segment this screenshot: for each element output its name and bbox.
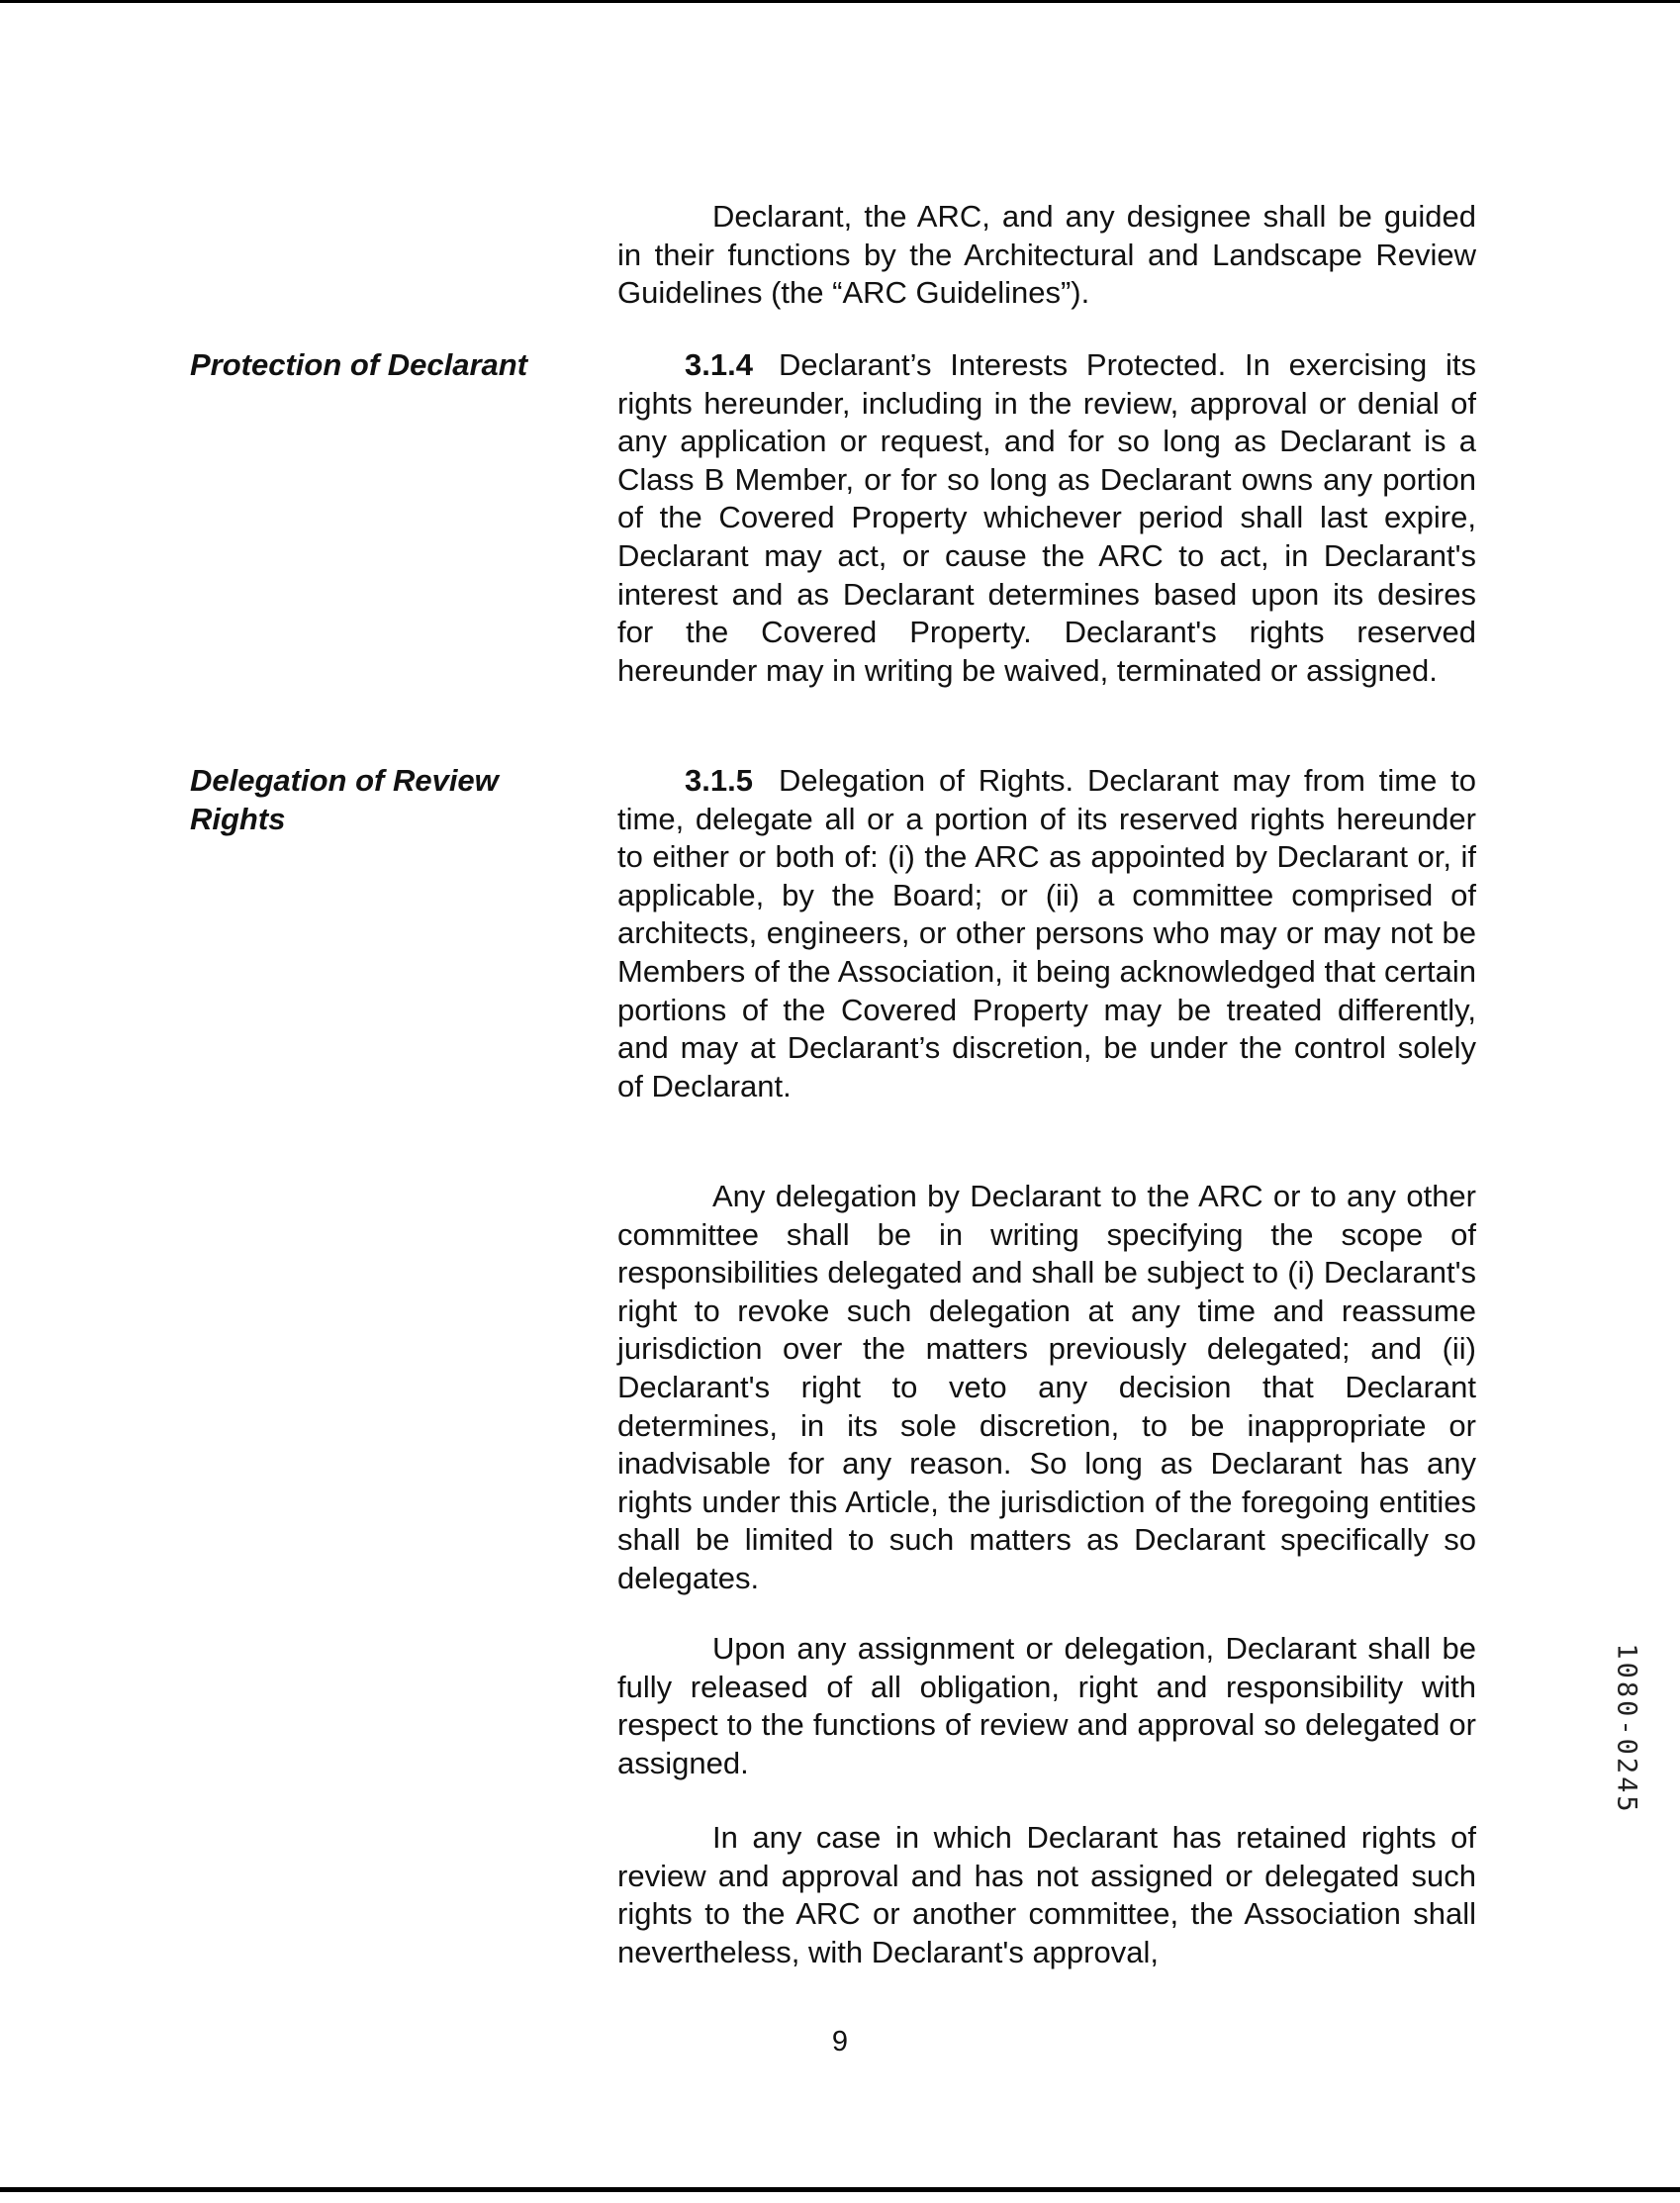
delegation-writing-paragraph: Any delegation by Declarant to the ARC or to any other committee shall be in writing specifying the scope of responsibilities delegated and shall be subject to (i) Declarant's right to revoke such delegation at any time and reassume jurisdiction over the matters previously delegated; and (ii) Declarant's right to veto any decision that Declarant determines, in its sole discretion, to be inappropriate or inadvisable for any reason. So long as Declarant has any rights under this Article, the jurisdiction of the foregoing entities shall be limited to such matters as Declarant specifically so delegates. — [617, 1179, 1476, 1595]
assignment-release-paragraph: Upon any assignment or delegation, Declarant shall be fully released of all obligation, right and responsibility with respect to the functions of review and approval so delegated or assigned. — [617, 1631, 1476, 1780]
side-heading-protection-of-declarant: Protection of Declarant — [190, 347, 528, 382]
document-stamp — [1607, 1593, 1646, 1866]
section-3-1-4-paragraph — [617, 346, 1476, 690]
section-3-1-4-text: Declarant’s Interests Protected. In exercising its rights hereunder, including in the review, approval or denial of any application or request, and for so long as Declarant is a Class B Member, or for so long as Declarant owns any portion of the Covered Property whichever period shall last expire, Declarant may act, or cause the ARC to act, in Declarant's interest and as Declarant determines based upon its desires for the Covered Property. Declarant's rights reserved hereunder may in writing be waived, terminated or assigned. — [617, 347, 1476, 688]
bottom-border-rule — [0, 2187, 1680, 2192]
section-number-3-1-4: 3.1.4 — [685, 347, 753, 382]
side-heading-delegation-of-review-rights — [190, 762, 586, 838]
intro-paragraph: Declarant, the ARC, and any designee shall be guided in their functions by the Architectural and Landscape Review Guidelines (the “ARC Guidelines”). — [617, 199, 1476, 311]
page-number: 9 — [831, 2026, 849, 2058]
side-heading-delegation-line-1: Delegation of Review — [190, 763, 499, 798]
section-number-3-1-5: 3.1.5 — [685, 763, 753, 798]
top-border-rule — [0, 0, 1680, 3]
section-3-1-5-text: Delegation of Rights. Declarant may from time to time, delegate all or a portion of its reserved rights hereunder to either or both of: (i) the ARC as appointed by Declarant or, if applicable, by the Board; or (ii) a committee comprised of architects, engineers, or other persons who may or may not be Members of the Association, it being acknowledged that certain portions of the Covered Property may be treated differently, and may at Declarant’s discretion, be under the control solely of Declarant. — [617, 763, 1476, 1103]
document-stamp-number: 1080-0245 — [1611, 1643, 1642, 1815]
section-3-1-5-paragraph — [617, 762, 1476, 1105]
retained-rights-paragraph: In any case in which Declarant has retained rights of review and approval and has not assigned or delegated such rights to the ARC or another committee, the Association shall nevertheless, with Declarant's approval, — [617, 1820, 1476, 1969]
side-heading-delegation-line-2: Rights — [190, 801, 286, 836]
